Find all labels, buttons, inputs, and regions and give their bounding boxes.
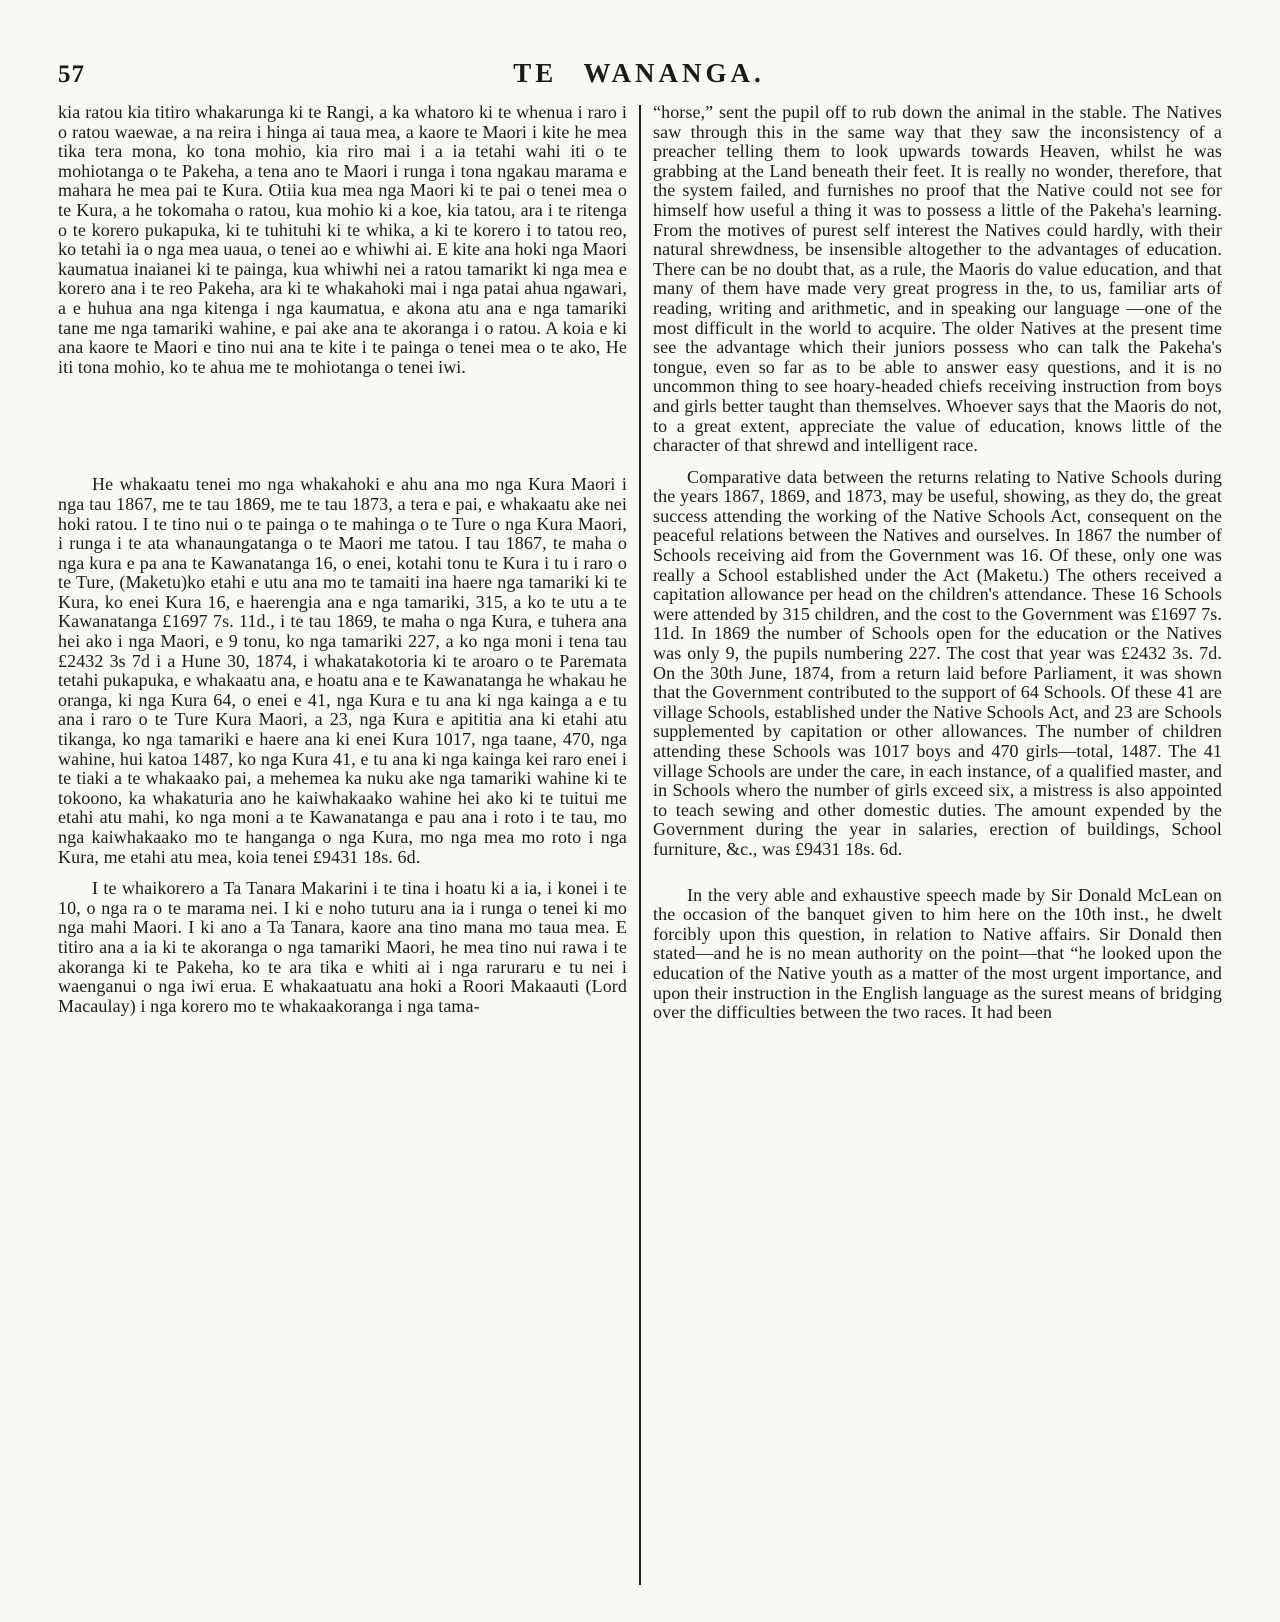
- article-columns: [0, 89, 1280, 1585]
- maori-paragraph-2: He whakaatu tenei mo nga whakahoki e ahu ana mo nga Kura Maori i nga tau 1867, me te tau 1869, me te tau 1873, a tera e pai, e whakaatu ake nei hoki ratou. I te tino nui o te painga o te mahinga o te Ture o nga Kura Maori, i runga i te ata whanaungatanga o te Maori me tatou. I tau 1867, te maha o nga kura e pa ana te Kawanatanga 16, o enei, kotahi tonu te Kura i tu i raro o te Ture, (Maketu)ko etahi e utu ana mo te tamaiti ina haere nga tamariki ki te Kura, ko enei Kura 16, e haerengia ana e nga tamariki, 315, a ko te utu a te Kawanatanga £1697 7s. 11d., i te tau 1869, te maha o nga Kura, e tuhera ana hei ako i nga Maori, e 9 tonu, ko nga tamariki 227, a ko nga moni i tena tau £2432 3s 7d i a Hune 30, 1874, i whakatakotoria ki te aroaro o te Paremata tetahi pukapuka, e whakaatu ana, e hoatu ana e te Kawanatanga he whakau he oranga, ki nga Kura 64, o enei e 41, nga Kura e tu ana ki nga kainga a e tu ana i raro o te Ture Kura Maori, a 23, nga Kura e apititia ana ki etahi atu tikanga, ko nga tamariki e haere ana ki enei Kura 1017, nga taane, 470, nga wahine, hui katoa 1487, ko nga Kura 41, e tu ana ki nga kainga kei raro enei i te tiaki a te whakaako pai, a mehemea ka nuku ake nga tamariki wahine ki te tokoono, ka whakaturia ano he kaiwhakaako wahine hei ako ki te tuitui me etahi atu mahi, ko nga moni a te Kawanatanga e pau ana i roto i te tau, mo nga kaiwhakaako mo te hanganga o nga Kura, mo nga mea mo roto i nga Kura, me etahi atu mea, koia tenei £9431 18s. 6d.: [58, 474, 627, 867]
- english-paragraph-1: “horse,” sent the pupil off to rub down the animal in the stable. The Natives saw through this in the same way that they saw the inconsistency of a preacher telling them to look upwards towards Heaven, whilst he was grabbing at the Land beneath their feet. It is really no wonder, therefore, that the system failed, and furnishes no proof that the Native could not see for himself how useful a thing it was to possess a little of the Pakeha's learning. From the motives of purest self interest the Natives could hardly, with their natural shrewdness, be insensible altogether to the advantages of education. There can be no doubt that, as a rule, the Maoris do value education, and that many of them have made very great progress in the, to us, familiar arts of reading, writing and arithmetic, and in speaking our language —one of the most difficult in the world to acquire. The older Natives at the present time see the advantage which their juniors possess who can talk the Pakeha's tongue, even so far as to be able to answer easy questions, and it is no uncommon thing to see hoary-headed chiefs receiving instruction from boys and girls better taught than themselves. Whoever says that the Maoris do not, to a great extent, appreciate the value of education, knows little of the character of that shrewd and intelligent race.: [653, 102, 1222, 456]
- right-column-english: [641, 103, 1222, 1585]
- maori-paragraph-1: kia ratou kia titiro whakarunga ki te Rangi, a ka whatoro ki te whenua i raro i o ratou waewae, a na reira i hinga ai taua mea, a kaore te Maori i kite he mea tika tera mona, ko tona mohio, kia riro mai i a ia tetahi wahi iti o te mohiotanga o te Pakeha, a tena ano te Maori i runga i tona ngakau marama e mahara he mea pai te Kura. Otiia kua mea nga Maori ki te pai o tenei mea o te Kura, a he tokomaha o ratou, kua mohio ki a koe, kia tatou, ara i te ritenga o te korero pukapuka, ki te tuhituhi ki te whika, a ki te korero i to tatou reo, ko tetahi ia o nga mea uaua, o tenei ao e whiwhi ai. E kite ana hoki nga Maori kaumatua inaianei ki te painga, kua whiwhi nei a ratou tamarikt ki nga mea e korero ana i te reo Pakeha, ara ki te whakahoki mai i nga patai ahua ngawari, a e huhua ana nga kitenga i nga kaumatua, e akona atu ana e nga tamariki tane me nga tamariki wahine, e pai ake ana te akoranga i o ratou. A koia e ki ana kaore te Maori e tino nui ana te kite i te painga o tenei mea o te ako, He iti tona mohio, ko te ahua me te mohiotanga o tenei iwi.: [58, 102, 627, 377]
- page-title: TE WANANGA.: [513, 58, 765, 88]
- page-number: 57: [58, 61, 85, 88]
- english-paragraph-2: Comparative data between the returns relating to Native Schools during the years 1867, 1869, and 1873, may be useful, showing, as they do, the great success attending the working of the Native Schools Act, consequent on the peaceful relations between the Natives and ourselves. In 1867 the number of Schools receiving aid from the Government was 16. Of these, only one was really a School established under the Act (Maketu.) The others received a capitation allowance per head on the children's attendance. These 16 Schools were attended by 315 children, and the cost to the Government was £1697 7s. 11d. In 1869 the number of Schools open for the education or the Natives was only 9, the pupils numbering 227. The cost that year was £2432 3s. 7d. On the 30th June, 1874, from a return laid before Parliament, it was shown that the Government contributed to the support of 64 Schools. Of these 41 are village Schools, established under the Native Schools Act, and 23 are Schools supplemented by capitation or other allowances. The number of children attending these Schools was 1017 boys and 470 girls—total, 1487. The 41 village Schools are under the care, in each instance, of a qualified master, and in Schools whero the number of girls exceed six, a mistress is also appointed to teach sewing and other domestic duties. The amount expended by the Government during the year in salaries, erection of buildings, School furniture, &c., was £9431 18s. 6d.: [653, 466, 1222, 859]
- header-spacer: [765, 81, 1220, 82]
- left-column-maori: [58, 103, 639, 1585]
- maori-paragraph-3: I te whaikorero a Ta Tanara Makarini i te tina i hoatu ki a ia, i konei i te 10, o nga ra o te marama nei. I ki e noho tuturu ana ia i runga o tenei ki mo nga mahi Maori. I ki ano a Ta Tanara, kaore ana tino mana mo taua mea. E titiro ana a ia ki te akoranga o nga tamariki Maori, he mea tino nui rawa i te akoranga ki te Pakeha, ko te ara tika e whiti ai i nga raruraru e tu nei i waenganui o nga iwi erua. E whakaatuatu ana hoki a Roori Makaauti (Lord Macaulay) i nga korero mo te whakaakoranga i nga tama-: [58, 878, 627, 1016]
- english-paragraph-3: In the very able and exhaustive speech made by Sir Donald McLean on the occasion of the banquet given to him here on the 10th inst., he dwelt forcibly upon this question, in relation to Native affairs. Sir Donald then stated—and he is no mean authority on the point—that “he looked upon the education of the Native youth as a matter of the most urgent importance, and upon their instruction in the English language as the surest means of bridging over the difficulties between the two races. It had been: [653, 884, 1222, 1023]
- page-header: [0, 0, 1280, 89]
